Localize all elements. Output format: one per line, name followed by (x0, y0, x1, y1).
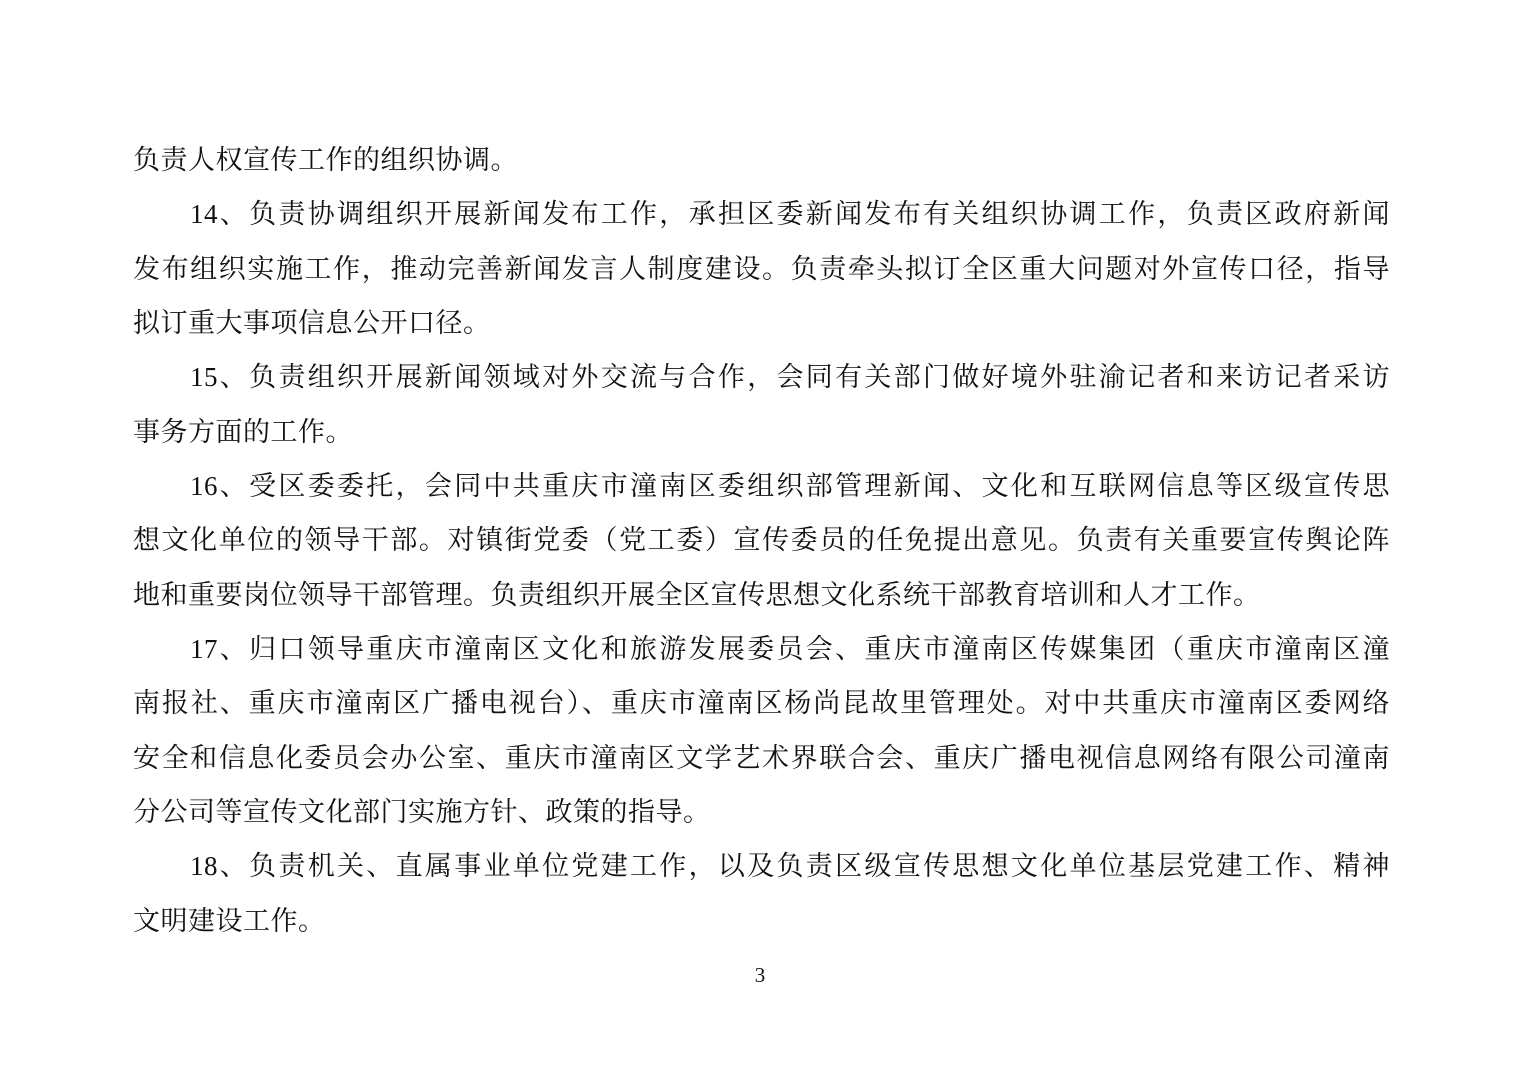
paragraph-continuation (133, 133, 1390, 187)
text-line: 14、负责协调组织开展新闻发布工作，承担区委新闻发布有关组织协调工作，负责区政府新闻 (190, 199, 1390, 230)
document-body (133, 133, 1390, 948)
text-line: 想文化单位的领导干部。对镇街党委（党工委）宣传委员的任免提出意见。负责有关重要宣传舆论阵 (133, 525, 1390, 556)
text-line: 15、负责组织开展新闻领域对外交流与合作，会同有关部门做好境外驻渝记者和来访记者采访 (190, 362, 1390, 393)
text-line: 发布组织实施工作，推动完善新闻发言人制度建设。负责牵头拟订全区重大问题对外宣传口径，指导 (133, 253, 1390, 284)
page-number: 3 (754, 963, 766, 987)
text-line: 16、受区委委托，会同中共重庆市潼南区委组织部管理新闻、文化和互联网信息等区级宣传思 (190, 470, 1390, 501)
text-line: 拟订重大事项信息公开口径。 (133, 307, 491, 338)
paragraph-item-17 (133, 622, 1390, 839)
text-line: 地和重要岗位领导干部管理。负责组织开展全区宣传思想文化系统干部教育培训和人才工作。 (133, 579, 1261, 610)
paragraph-item-16 (133, 459, 1390, 622)
paragraph-item-14 (133, 187, 1390, 350)
text-line: 17、归口领导重庆市潼南区文化和旅游发展委员会、重庆市潼南区传媒集团（重庆市潼南区潼 (190, 633, 1390, 664)
paragraph-item-15 (133, 350, 1390, 459)
text-line: 南报社、重庆市潼南区广播电视台）、重庆市潼南区杨尚昆故里管理处。对中共重庆市潼南区委网络 (133, 688, 1390, 719)
text-line: 事务方面的工作。 (133, 416, 353, 447)
text-line: 安全和信息化委员会办公室、重庆市潼南区文学艺术界联合会、重庆广播电视信息网络有限公司潼南 (133, 742, 1390, 773)
text-line: 分公司等宣传文化部门实施方针、政策的指导。 (133, 796, 711, 827)
text-line: 文明建设工作。 (133, 905, 326, 936)
paragraph-item-18 (133, 839, 1390, 948)
text-line: 负责人权宣传工作的组织协调。 (133, 145, 518, 175)
text-line: 18、负责机关、直属事业单位党建工作，以及负责区级宣传思想文化单位基层党建工作、精神 (190, 851, 1390, 882)
